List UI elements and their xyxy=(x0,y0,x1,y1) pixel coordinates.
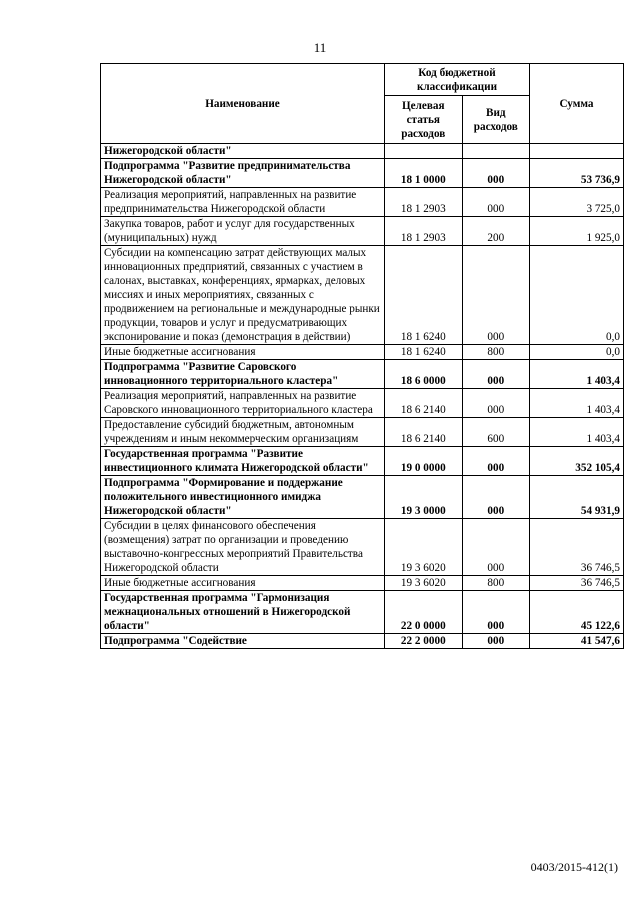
table-row xyxy=(101,144,624,159)
row-kind-code: 000 xyxy=(462,519,529,576)
row-sum: 45 122,6 xyxy=(530,591,624,634)
row-sum: 352 105,4 xyxy=(530,447,624,476)
row-name: Реализация мероприятий, направленных на развитие Саровского инновационного территориального кластера xyxy=(101,389,385,418)
table-row xyxy=(101,360,624,389)
row-name: Подпрограмма "Развитие Саровского инновационного территориального кластера" xyxy=(101,360,385,389)
row-target-code: 19 3 0000 xyxy=(384,476,462,519)
row-sum: 1 403,4 xyxy=(530,360,624,389)
row-target-code: 18 6 0000 xyxy=(384,360,462,389)
table-row xyxy=(101,634,624,649)
row-target-code: 18 1 6240 xyxy=(384,345,462,360)
row-target-code: 18 6 2140 xyxy=(384,389,462,418)
row-kind-code: 600 xyxy=(462,418,529,447)
row-sum: 1 403,4 xyxy=(530,418,624,447)
row-name: Субсидии в целях финансового обеспечения (возмещения) затрат по организации и проведению выставочно-конгрессных мероприятий Правительства Нижегородской области xyxy=(101,519,385,576)
row-sum: 36 746,5 xyxy=(530,576,624,591)
row-name: Государственная программа "Развитие инвестиционного климата Нижегородской области" xyxy=(101,447,385,476)
row-target-code: 18 1 2903 xyxy=(384,217,462,246)
table-row xyxy=(101,418,624,447)
document-code: 0403/2015-412(1) xyxy=(530,860,618,874)
table-row xyxy=(101,519,624,576)
row-kind-code: 000 xyxy=(462,246,529,345)
row-kind-code: 800 xyxy=(462,345,529,360)
header-name: Наименование xyxy=(101,64,385,144)
table-row xyxy=(101,159,624,188)
row-kind-code: 000 xyxy=(462,476,529,519)
row-target-code: 18 6 2140 xyxy=(384,418,462,447)
table-body xyxy=(101,144,624,649)
row-target-code: 22 2 0000 xyxy=(384,634,462,649)
row-sum: 3 725,0 xyxy=(530,188,624,217)
row-kind-code: 000 xyxy=(462,389,529,418)
table-row xyxy=(101,188,624,217)
table-row xyxy=(101,591,624,634)
row-target-code: 18 1 2903 xyxy=(384,188,462,217)
row-target-code: 22 0 0000 xyxy=(384,591,462,634)
row-name: Подпрограмма "Содействие xyxy=(101,634,385,649)
row-sum: 41 547,6 xyxy=(530,634,624,649)
table-row xyxy=(101,217,624,246)
row-target-code: 19 3 6020 xyxy=(384,519,462,576)
row-kind-code: 000 xyxy=(462,159,529,188)
row-kind-code: 000 xyxy=(462,634,529,649)
row-kind-code: 800 xyxy=(462,576,529,591)
row-target-code xyxy=(384,144,462,159)
row-target-code: 19 3 6020 xyxy=(384,576,462,591)
row-target-code: 18 1 6240 xyxy=(384,246,462,345)
page-number: 11 xyxy=(313,40,327,55)
row-kind-code: 200 xyxy=(462,217,529,246)
header-code-group: Код бюджетной классификации xyxy=(384,64,529,96)
row-name: Подпрограмма "Развитие предпринимательства Нижегородской области" xyxy=(101,159,385,188)
row-name: Иные бюджетные ассигнования xyxy=(101,345,385,360)
table-row xyxy=(101,389,624,418)
row-name: Иные бюджетные ассигнования xyxy=(101,576,385,591)
row-name: Государственная программа "Гармонизация межнациональных отношений в Нижегородской области" xyxy=(101,591,385,634)
row-kind-code xyxy=(462,144,529,159)
table-row xyxy=(101,447,624,476)
table-row xyxy=(101,576,624,591)
row-kind-code: 000 xyxy=(462,447,529,476)
row-sum: 0,0 xyxy=(530,246,624,345)
row-sum xyxy=(530,144,624,159)
row-kind-code: 000 xyxy=(462,591,529,634)
row-sum: 1 925,0 xyxy=(530,217,624,246)
table-row xyxy=(101,476,624,519)
header-kind: Вид расходов xyxy=(462,96,529,144)
table-row xyxy=(101,246,624,345)
row-target-code: 18 1 0000 xyxy=(384,159,462,188)
row-sum: 36 746,5 xyxy=(530,519,624,576)
budget-table xyxy=(100,63,624,649)
row-sum: 53 736,9 xyxy=(530,159,624,188)
table-row xyxy=(101,345,624,360)
row-name: Реализация мероприятий, направленных на развитие предпринимательства Нижегородской области xyxy=(101,188,385,217)
header-sum: Сумма xyxy=(530,64,624,144)
row-sum: 0,0 xyxy=(530,345,624,360)
row-sum: 54 931,9 xyxy=(530,476,624,519)
row-target-code: 19 0 0000 xyxy=(384,447,462,476)
row-sum: 1 403,4 xyxy=(530,389,624,418)
row-name: Подпрограмма "Формирование и поддержание положительного инвестиционного имиджа Нижегородской области" xyxy=(101,476,385,519)
header-target: Целевая статья расходов xyxy=(384,96,462,144)
row-name: Предоставление субсидий бюджетным, автономным учреждениям и иным некоммерческим организациям xyxy=(101,418,385,447)
table-header xyxy=(101,64,624,144)
row-name: Субсидии на компенсацию затрат действующих малых инновационных предприятий, связанных с участием в салонах, выставках, конференциях, ярмарках, деловых миссиях и иных мероприятиях, связанных с продвижением на региональные и международные рынки продукции, товаров и услуг и предусматривающих экспонирование и показ (демонстрация в действии) xyxy=(101,246,385,345)
row-kind-code: 000 xyxy=(462,188,529,217)
row-name: Закупка товаров, работ и услуг для государственных (муниципальных) нужд xyxy=(101,217,385,246)
row-kind-code: 000 xyxy=(462,360,529,389)
row-name: Нижегородской области" xyxy=(101,144,385,159)
